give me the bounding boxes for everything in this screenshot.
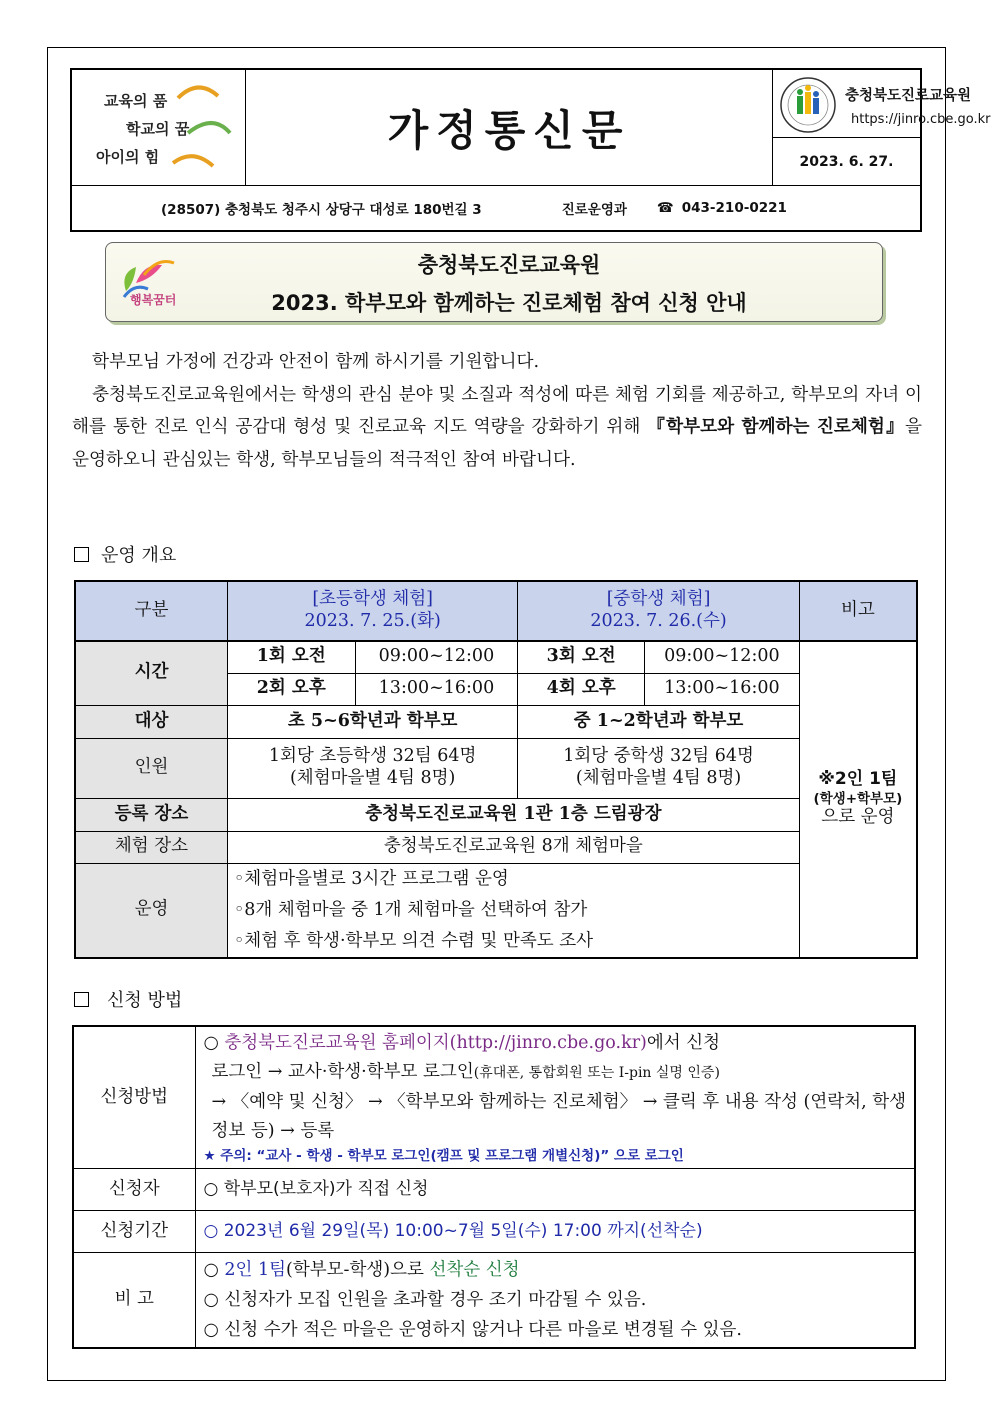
method-line-1 <box>204 1029 907 1058</box>
people-middle-2: (체험마을별 4팀 8명) <box>575 768 742 788</box>
people-label: 인원 <box>75 738 227 798</box>
intro-text <box>72 346 922 476</box>
overview-table <box>74 580 918 959</box>
registration-label: 등록 장소 <box>75 798 227 831</box>
remark-line-2: ○ 신청자가 모집 인원을 초과할 경우 조기 마감될 수 있음. <box>203 1290 647 1310</box>
people-elementary <box>227 738 517 798</box>
people-elementary-1: 1회당 초등학생 32팀 64명 <box>268 746 477 767</box>
middle-title: [중학생 체험] <box>606 589 711 610</box>
operation-item: ◦체험마을별로 3시간 프로그램 운영 <box>233 868 509 889</box>
section-heading-overview <box>74 541 176 567</box>
time-label: 시간 <box>75 641 227 705</box>
remark-line-3: ○ 신청 수가 적은 마을은 운영하지 않거나 다른 마을로 변경될 수 있음. <box>203 1320 742 1340</box>
checkbox-square-icon <box>74 992 89 1007</box>
intro-text-2: 을 운영하오니 관심있는 학생, 학부모님들의 적극적인 참여 바랍니다. <box>72 417 922 470</box>
application-table <box>72 1025 916 1349</box>
title-banner <box>105 242 883 322</box>
logo-line-2: 학교의 꿈 <box>126 120 190 138</box>
section-heading-apply <box>74 986 182 1012</box>
department: 진로운영과 <box>561 202 627 218</box>
banner-org: 충청북도진로교육원 <box>417 253 601 277</box>
phone-icon: ☎ <box>656 200 674 216</box>
session-3-time: 09:00~12:00 <box>644 641 799 673</box>
middle-date: 2023. 7. 26.(수) <box>590 611 727 631</box>
bullet: ○ <box>203 1260 225 1280</box>
header-note: 비고 <box>799 581 917 641</box>
target-middle: 중 1~2학년과 학부모 <box>518 705 799 738</box>
issue-date: 2023. 6. 27. <box>772 138 920 186</box>
phone-number: 043-210-0221 <box>681 200 787 216</box>
org-name: 충청북도진로교육원 <box>845 88 972 104</box>
remark-content <box>195 1253 915 1349</box>
logo-line-1: 교육의 품 <box>104 92 168 110</box>
remark-label: 비 고 <box>73 1253 195 1349</box>
experience-label: 체험 장소 <box>75 831 227 863</box>
remark-text: (학부모-학생)으로 <box>286 1260 430 1280</box>
method-login: 로그인 → 교사·학생·학부모 로그인 <box>211 1062 474 1082</box>
first-come-note: 선착순 신청 <box>429 1260 520 1280</box>
applicant-label: 신청자 <box>73 1169 195 1211</box>
period-label: 신청기간 <box>73 1211 195 1253</box>
session-2-name: 2회 오후 <box>227 673 355 705</box>
section-title: 신청 방법 <box>107 990 183 1011</box>
bullet: ○ <box>203 1033 225 1053</box>
applicant-value: ○ 학부모(보호자)가 직접 신청 <box>195 1169 915 1211</box>
session-1-time: 09:00~12:00 <box>355 641 518 673</box>
page-title: 가정통신문 <box>387 105 631 155</box>
people-middle <box>518 738 799 798</box>
header-elementary <box>227 581 517 641</box>
method-auth-note: (휴대폰, 통합회원 또는 I-pin 실명 인증) <box>473 1065 720 1081</box>
banner-title: 2023. 학부모와 함께하는 진로체험 참여 신청 안내 <box>271 291 747 315</box>
institute-emblem-icon <box>779 76 837 134</box>
happy-dream-label: 행복꿈터 <box>130 293 177 307</box>
remark-line-1 <box>204 1255 907 1285</box>
operation-details <box>227 863 799 958</box>
note-line-1: ※2인 1팀 <box>818 769 898 790</box>
intro-paragraph <box>72 379 922 477</box>
letter-header <box>70 68 991 232</box>
note-line-2: (학생+학부모) <box>813 790 903 807</box>
session-4-name: 4회 오후 <box>518 673 645 705</box>
logo-swirl-icon <box>168 78 238 178</box>
intro-text-1: 충청북도진로교육원에서는 학생의 관심 분야 및 소질과 적성에 따른 체험 기회를 제공하고, 학부모의 자녀 이해를 통한 진로 인식 공감대 형성 및 진로교육 지도 역량을 강화하기 위해 <box>72 384 922 437</box>
session-3-name: 3회 오전 <box>518 641 645 673</box>
operation-label: 운영 <box>75 863 227 958</box>
method-line-2 <box>204 1058 907 1088</box>
section-title: 운영 개요 <box>101 545 177 566</box>
header-middle <box>518 581 799 641</box>
session-2-time: 13:00~16:00 <box>355 673 518 705</box>
period-value: ○ 2023년 6월 29일(목) 10:00~7월 5일(수) 17:00 까지(선착순) <box>195 1211 915 1253</box>
org-url[interactable]: https://jinro.cbe.go.kr <box>851 112 991 127</box>
greeting: 학부모님 가정에 건강과 안전이 함께 하시기를 기원합니다. <box>92 352 540 372</box>
homepage-link[interactable]: 충청북도진로교육원 홈페이지(http://jinro.cbe.go.kr) <box>224 1033 647 1053</box>
team-size: 2인 1팀 <box>224 1260 286 1280</box>
checkbox-square-icon <box>74 547 89 562</box>
registration-place: 충청북도진로교육원 1관 1층 드림광장 <box>227 798 799 831</box>
operation-item: ◦체험 후 학생·학부모 의견 수렴 및 만족도 조사 <box>233 930 594 951</box>
address: (28507) 충청북도 청주시 상당구 대성로 180번길 3 <box>161 202 482 218</box>
session-4-time: 13:00~16:00 <box>644 673 799 705</box>
elementary-title: [초등학생 체험] <box>312 589 433 610</box>
header-gubun: 구분 <box>75 581 227 641</box>
org-cell <box>772 70 991 138</box>
note-line-3: 으로 운영 <box>821 807 895 828</box>
logo-line-3: 아이의 힘 <box>96 148 160 166</box>
note-cell <box>799 641 917 958</box>
method-text: 에서 신청 <box>646 1033 721 1053</box>
address-row <box>72 186 920 230</box>
people-middle-1: 1회당 중학생 32팀 64명 <box>563 746 754 767</box>
experience-place: 충청북도진로교육원 8개 체험마을 <box>227 831 799 863</box>
people-elementary-2: (체험마을별 4팀 8명) <box>289 768 456 788</box>
slogan-logo <box>72 70 246 186</box>
title-cell <box>246 70 772 186</box>
program-name: 『학부모와 함께하는 진로체험』 <box>647 417 905 437</box>
target-elementary: 초 5~6학년과 학부모 <box>227 705 517 738</box>
method-label: 신청방법 <box>73 1026 195 1169</box>
method-line-3: → 〈예약 및 신청〉 → 〈학부모와 함께하는 진로체험〉 → 클릭 후 내용 작성 (연락처, 학생 정보 등) → 등록 <box>211 1092 907 1141</box>
caution-note: ★ 주의: “교사 - 학생 - 학부모 로그인(캠프 및 프로그램 개별신청)” 으로 로그인 <box>203 1148 684 1164</box>
session-1-name: 1회 오전 <box>227 641 355 673</box>
method-content <box>195 1026 915 1169</box>
operation-item: ◦8개 체험마을 중 1개 체험마을 선택하여 참가 <box>233 899 588 920</box>
elementary-date: 2023. 7. 25.(화) <box>304 611 441 631</box>
target-label: 대상 <box>75 705 227 738</box>
